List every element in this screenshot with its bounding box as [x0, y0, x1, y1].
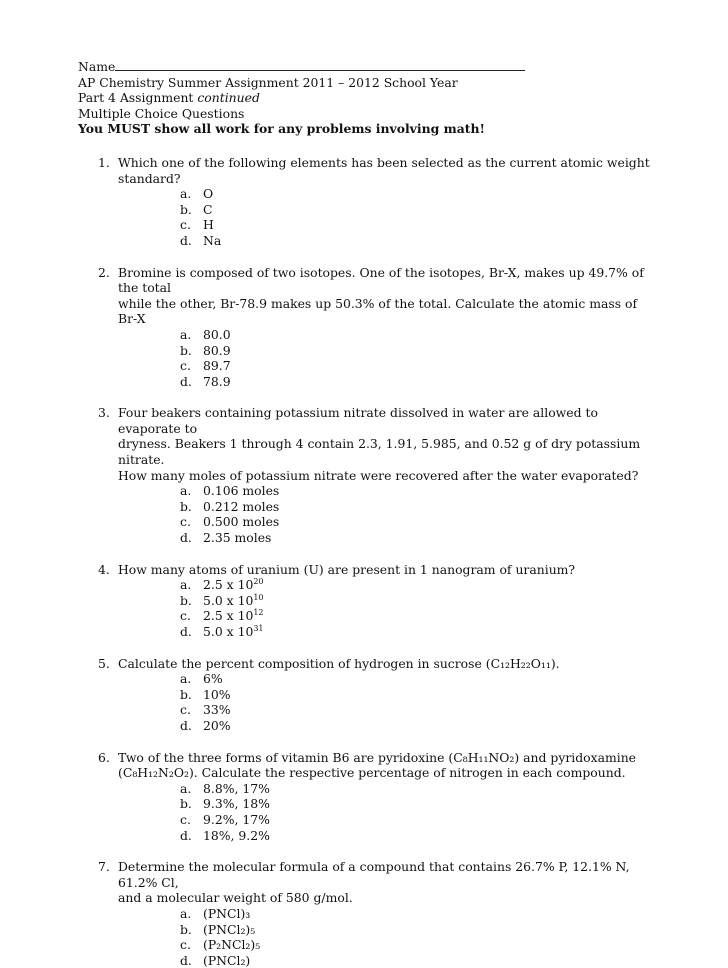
part-continued: continued [197, 90, 260, 106]
question-text: dryness. Beakers 1 through 4 contain 2.3, 1.91, 5.985, and 0.52 g of dry potassium nitrate. [118, 436, 641, 468]
name-line [78, 59, 658, 75]
option-text: 89.7 [203, 358, 231, 374]
question-number: 6. [98, 749, 110, 765]
option-letter: c. [180, 358, 191, 374]
option-letter: c. [180, 937, 191, 953]
option-letter: b. [180, 342, 192, 358]
option-letter: b. [180, 592, 192, 608]
question-text: Determine the molecular formula of a compound that contains 26.7% P, 12.1% N, 61.2% Cl, [118, 859, 630, 890]
answer-option [118, 718, 658, 734]
answer-option [118, 327, 658, 343]
option-letter: a. [180, 186, 192, 202]
option-text: 8.8%, 17% [203, 780, 270, 796]
answer-option [118, 514, 658, 530]
question-text: How many moles of potassium nitrate were recovered after the water evaporated? [118, 467, 639, 483]
option-text: 78.9 [203, 373, 231, 389]
option-letter: c. [180, 514, 191, 530]
option-letter: a. [180, 326, 192, 342]
question-number: 5. [98, 655, 110, 671]
option-letter: c. [180, 811, 191, 827]
option-text: 0.106 moles [203, 483, 280, 499]
question-4 [78, 562, 658, 640]
option-text: (P₂NCl₂)₅ [203, 937, 261, 953]
option-text: 80.9 [203, 342, 231, 358]
answer-option [118, 593, 658, 609]
option-text: (PNCl)₃ [203, 905, 251, 921]
answer-option [118, 828, 658, 844]
question-list [78, 155, 658, 968]
answer-options [118, 781, 658, 843]
option-letter: d. [180, 717, 192, 733]
option-text: 2.5 x $10^{20}$ [203, 577, 264, 593]
part-line [78, 90, 658, 106]
option-letter: c. [180, 702, 191, 718]
option-text: H [203, 217, 214, 233]
option-text: 33% [203, 702, 231, 718]
answer-options [118, 671, 658, 733]
question-3 [78, 405, 658, 545]
part-label: Part 4 Assignment [78, 90, 198, 106]
answer-option [118, 937, 658, 953]
answer-option [118, 781, 658, 797]
option-text: 18%, 9.2% [203, 827, 270, 843]
option-letter: b. [180, 921, 192, 937]
answer-option [118, 906, 658, 922]
answer-options [118, 483, 658, 545]
option-text: (PNCl₂)₅ [203, 921, 256, 937]
answer-options [118, 186, 658, 248]
option-text: 6% [203, 671, 223, 687]
answer-option [118, 374, 658, 390]
option-text: 10% [203, 686, 231, 702]
option-exponent: 31 [253, 624, 264, 633]
option-letter: a. [180, 671, 192, 687]
question-2 [78, 265, 658, 390]
name-blank [115, 59, 525, 71]
option-letter: c. [180, 608, 191, 624]
option-text: O [203, 186, 214, 202]
option-text: 2.35 moles [203, 530, 272, 546]
option-text: 2.5 x $10^{12}$ [203, 608, 264, 624]
question-number: 4. [98, 561, 110, 577]
answer-option [118, 483, 658, 499]
answer-option [118, 186, 658, 202]
question-text: while the other, Br-78.9 makes up 50.3% of the total. Calculate the atomic mass of Br-X [118, 295, 638, 327]
option-exponent: 12 [253, 608, 264, 618]
option-letter: b. [180, 686, 192, 702]
question-number: 2. [98, 264, 110, 280]
option-letter: c. [180, 217, 191, 233]
question-7 [78, 859, 658, 968]
question-number: 3. [98, 405, 110, 421]
option-letter: d. [180, 952, 192, 968]
answer-option [118, 499, 658, 515]
question-number: 7. [98, 859, 110, 875]
option-text: 20% [203, 717, 231, 733]
instruction: You MUST show all work for any problems involving math! [78, 121, 485, 137]
option-letter: b. [180, 201, 192, 217]
question-number: 1. [98, 154, 110, 170]
option-letter: b. [180, 498, 192, 514]
question-text: Four beakers containing potassium nitrate dissolved in water are allowed to evaporate to [118, 405, 598, 436]
answer-option [118, 530, 658, 546]
option-letter: a. [180, 577, 192, 593]
answer-option [118, 687, 658, 703]
option-letter: d. [180, 530, 192, 546]
answer-option [118, 671, 658, 687]
answer-option [118, 233, 658, 249]
option-text: Na [203, 232, 222, 248]
worksheet-page [78, 59, 658, 968]
answer-option [118, 624, 658, 640]
option-exponent: 10 [253, 592, 264, 602]
section-title: Multiple Choice Questions [78, 105, 245, 121]
option-letter: a. [180, 905, 192, 921]
option-letter: d. [180, 232, 192, 248]
answer-option [118, 922, 658, 938]
option-letter: d. [180, 827, 192, 843]
option-text: 9.3%, 18% [203, 796, 270, 812]
option-letter: d. [180, 373, 192, 389]
answer-option [118, 608, 658, 624]
question-5 [78, 656, 658, 734]
question-text: Calculate the percent composition of hydrogen in sucrose (C₁₂H₂₂O₁₁). [118, 655, 560, 671]
course-line: AP Chemistry Summer Assignment 2011 – 2012 School Year [78, 74, 458, 90]
option-text: 80.0 [203, 326, 231, 342]
option-text: (PNCl₂) [203, 952, 251, 968]
answer-option [118, 812, 658, 828]
answer-option [118, 343, 658, 359]
name-label: Name [78, 59, 116, 74]
option-letter: b. [180, 796, 192, 812]
question-text: and a molecular weight of 580 g/mol. [118, 890, 353, 906]
option-text: 5.0 x $10^{10}$ [203, 592, 264, 608]
option-letter: a. [180, 483, 192, 499]
option-letter: a. [180, 780, 192, 796]
option-text: 0.212 moles [203, 498, 280, 514]
option-text: 0.500 moles [203, 514, 280, 530]
answer-option [118, 358, 658, 374]
answer-option [118, 577, 658, 593]
answer-option [118, 796, 658, 812]
question-text: Bromine is composed of two isotopes. One of the isotopes, Br-X, makes up 49.7% of the total [118, 264, 644, 296]
question-1 [78, 155, 658, 249]
answer-option [118, 217, 658, 233]
answer-options [118, 906, 658, 968]
answer-options [118, 327, 658, 389]
answer-option [118, 202, 658, 218]
question-text: How many atoms of uranium (U) are present in 1 nanogram of uranium? [118, 561, 576, 577]
option-text: 5.0 x $10^{31}$ [203, 624, 264, 639]
question-text: Which one of the following elements has been selected as the current atomic weight standard? [118, 154, 650, 186]
answer-options [118, 577, 658, 639]
answer-option [118, 953, 658, 968]
question-text: (C₈H₁₂N₂O₂). Calculate the respective percentage of nitrogen in each compound. [118, 765, 626, 781]
answer-option [118, 702, 658, 718]
option-letter: d. [180, 624, 192, 639]
question-6 [78, 750, 658, 844]
question-text: Two of the three forms of vitamin B6 are pyridoxine (C₈H₁₁NO₂) and pyridoxamine [118, 749, 637, 765]
option-exponent: 20 [253, 577, 264, 587]
option-text: 9.2%, 17% [203, 811, 270, 827]
option-text: C [203, 201, 213, 217]
